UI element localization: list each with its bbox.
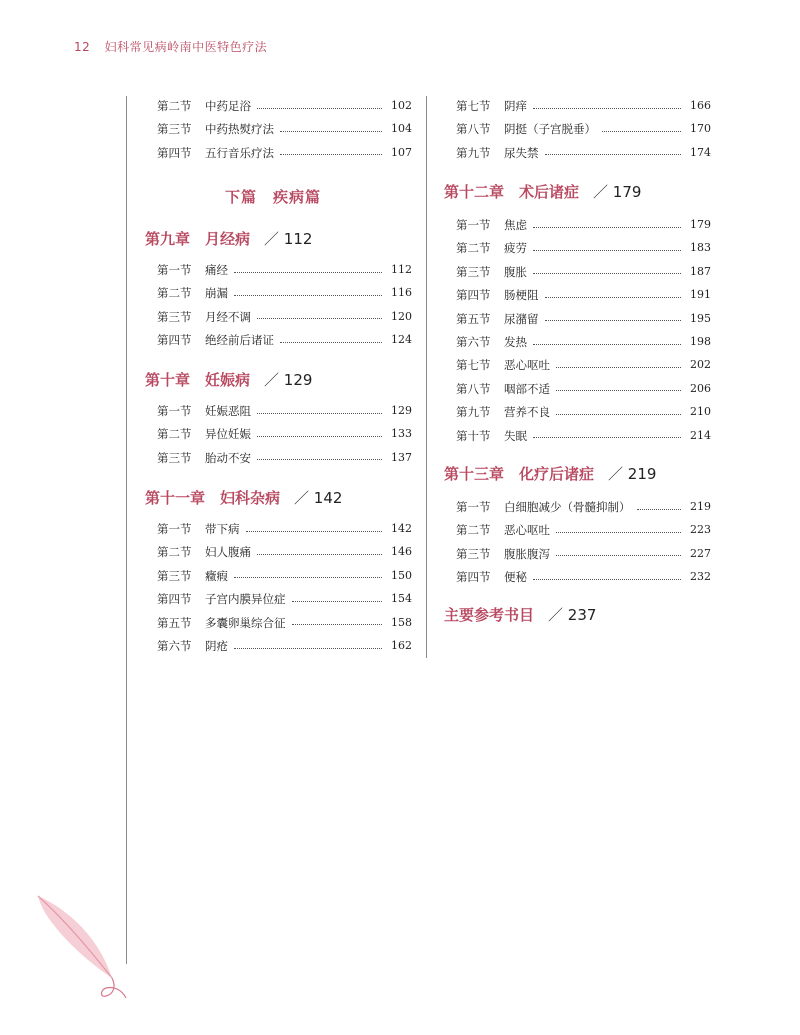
leader-dots bbox=[257, 413, 382, 414]
toc-entry bbox=[456, 309, 711, 329]
section-number: 第二节 bbox=[157, 99, 192, 113]
page-ref: 195 bbox=[690, 311, 711, 325]
toc-entry bbox=[456, 520, 711, 540]
leader-dots bbox=[556, 555, 681, 556]
page-ref: 210 bbox=[690, 405, 711, 419]
page-ref: 223 bbox=[690, 523, 711, 537]
section-number: 第三节 bbox=[456, 264, 491, 279]
section-number: 第十节 bbox=[456, 428, 491, 443]
page-ref: 174 bbox=[690, 145, 711, 159]
left-margin-rule bbox=[126, 96, 127, 964]
toc-right-column bbox=[444, 96, 711, 626]
leader-dots bbox=[556, 390, 681, 391]
section-title: 多囊卵巢综合征 bbox=[205, 615, 286, 630]
section-number: 第八节 bbox=[456, 122, 491, 137]
toc-entry bbox=[157, 519, 412, 539]
section-title: 子宫内膜异位症 bbox=[205, 592, 286, 607]
leader-dots bbox=[257, 459, 382, 460]
section-title: 白细胞减少（骨髓抑制） bbox=[504, 500, 631, 514]
section-number: 第四节 bbox=[157, 592, 192, 607]
section-title: 咽部不适 bbox=[504, 381, 550, 396]
page-ref: 187 bbox=[690, 264, 711, 278]
section-number: 第三节 bbox=[157, 309, 192, 324]
page-ref: 124 bbox=[391, 333, 412, 347]
page-ref: 183 bbox=[690, 241, 711, 255]
section-number: 第三节 bbox=[157, 568, 192, 583]
chapter-title: 第九章 月经病 bbox=[145, 230, 251, 248]
section-title: 便秘 bbox=[504, 570, 527, 585]
section-number: 第三节 bbox=[157, 122, 192, 137]
page-ref: 133 bbox=[391, 427, 412, 441]
toc-entry bbox=[157, 401, 412, 421]
toc-entry bbox=[157, 143, 412, 163]
page-ref: 146 bbox=[391, 545, 412, 559]
section-title: 发热 bbox=[504, 335, 527, 349]
page-ref: 129 bbox=[391, 404, 412, 417]
leader-dots bbox=[637, 509, 682, 510]
chapter-page: ／ 237 bbox=[548, 606, 597, 624]
chapter-heading bbox=[145, 369, 312, 390]
page-ref: 191 bbox=[690, 288, 711, 302]
section-number: 第五节 bbox=[456, 311, 491, 326]
toc-entry bbox=[157, 566, 412, 586]
toc-entry bbox=[456, 262, 711, 282]
section-title: 阴挺（子宫脱垂） bbox=[504, 122, 596, 137]
section-title: 中药足浴 bbox=[205, 99, 251, 113]
section-title: 五行音乐疗法 bbox=[205, 145, 274, 160]
section-title: 绝经前后诸证 bbox=[205, 333, 274, 348]
page-ref: 120 bbox=[391, 309, 412, 323]
page-ref: 179 bbox=[690, 218, 711, 231]
chapter-page: ／ 129 bbox=[264, 371, 313, 389]
chapter-page: ／ 142 bbox=[294, 489, 343, 507]
section-number: 第九节 bbox=[456, 145, 491, 160]
part-title: 下篇 疾病篇 bbox=[225, 188, 322, 206]
section-number: 第七节 bbox=[456, 99, 491, 113]
toc-entry bbox=[157, 424, 412, 444]
chapter-heading bbox=[444, 604, 596, 625]
section-title: 带下病 bbox=[205, 522, 240, 536]
section-number: 第四节 bbox=[456, 570, 491, 585]
leader-dots bbox=[533, 108, 681, 109]
leader-dots bbox=[280, 131, 382, 132]
toc-entry bbox=[456, 285, 711, 305]
section-title: 阴疮 bbox=[205, 639, 228, 653]
toc-entry bbox=[456, 567, 711, 587]
leader-dots bbox=[280, 154, 382, 155]
section-title: 痛经 bbox=[205, 263, 228, 277]
chapter-title: 第十章 妊娠病 bbox=[145, 371, 251, 389]
page-ref: 219 bbox=[690, 500, 711, 513]
section-title: 腹胀腹泻 bbox=[504, 546, 550, 561]
page-ref: 162 bbox=[391, 639, 412, 652]
chapter-page: ／ 179 bbox=[593, 183, 642, 201]
toc-entry bbox=[456, 544, 711, 564]
section-title: 疲劳 bbox=[504, 241, 527, 256]
section-number: 第四节 bbox=[456, 288, 491, 303]
section-title: 妊娠恶阻 bbox=[205, 404, 251, 418]
leader-dots bbox=[234, 648, 382, 649]
toc-entry bbox=[456, 497, 711, 517]
leader-dots bbox=[257, 108, 382, 109]
running-header bbox=[74, 38, 267, 55]
leader-dots bbox=[602, 131, 681, 132]
section-number: 第一节 bbox=[157, 522, 192, 536]
leader-dots bbox=[533, 579, 681, 580]
leader-dots bbox=[257, 318, 382, 319]
column-divider-rule bbox=[426, 96, 427, 658]
chapter-title: 第十三章 化疗后诸症 bbox=[444, 465, 595, 483]
section-number: 第六节 bbox=[157, 639, 192, 653]
leader-dots bbox=[556, 532, 681, 533]
page-ref: 206 bbox=[690, 381, 711, 395]
toc-entry bbox=[157, 636, 412, 656]
leader-dots bbox=[545, 297, 682, 298]
page-ref: 142 bbox=[391, 522, 412, 535]
leader-dots bbox=[533, 437, 681, 438]
page-number: 12 bbox=[74, 40, 91, 54]
page-ref: 137 bbox=[391, 450, 412, 464]
leader-dots bbox=[246, 531, 383, 532]
section-number: 第二节 bbox=[456, 523, 491, 538]
page-ref: 102 bbox=[391, 99, 412, 112]
leader-dots bbox=[533, 250, 681, 251]
section-number: 第一节 bbox=[456, 218, 491, 232]
section-title: 阴痒 bbox=[504, 99, 527, 113]
leader-dots bbox=[257, 436, 382, 437]
section-title: 焦虑 bbox=[504, 218, 527, 232]
page-ref: 154 bbox=[391, 592, 412, 606]
leader-dots bbox=[234, 272, 382, 273]
section-title: 癥瘕 bbox=[205, 568, 228, 583]
toc-entry bbox=[157, 448, 412, 468]
page-ref: 158 bbox=[391, 615, 412, 629]
page-ref: 227 bbox=[690, 546, 711, 560]
toc-entry bbox=[456, 402, 711, 422]
section-title: 中药热熨疗法 bbox=[205, 122, 274, 137]
toc-entry bbox=[456, 426, 711, 446]
section-number: 第三节 bbox=[157, 450, 192, 465]
section-title: 崩漏 bbox=[205, 286, 228, 301]
section-number: 第二节 bbox=[157, 427, 192, 442]
section-title: 恶心呕吐 bbox=[504, 358, 550, 373]
chapter-page: ／ 219 bbox=[608, 465, 657, 483]
section-number: 第二节 bbox=[157, 545, 192, 560]
toc-entry bbox=[157, 330, 412, 350]
section-title: 营养不良 bbox=[504, 405, 550, 420]
section-title: 失眠 bbox=[504, 428, 527, 443]
section-title: 恶心呕吐 bbox=[504, 523, 550, 538]
page-ref: 202 bbox=[690, 358, 711, 372]
toc-left-column bbox=[145, 96, 412, 666]
section-number: 第四节 bbox=[157, 333, 192, 348]
leader-dots bbox=[533, 273, 681, 274]
toc-entry bbox=[456, 379, 711, 399]
leader-dots bbox=[292, 624, 383, 625]
chapter-heading bbox=[444, 463, 656, 484]
chapter-title: 第十一章 妇科杂病 bbox=[145, 489, 281, 507]
toc-entry bbox=[157, 542, 412, 562]
page-ref: 232 bbox=[690, 570, 711, 584]
section-title: 胎动不安 bbox=[205, 450, 251, 465]
page-ref: 170 bbox=[690, 122, 711, 136]
leader-dots bbox=[234, 577, 382, 578]
section-number: 第六节 bbox=[456, 335, 491, 349]
section-number: 第四节 bbox=[157, 145, 192, 160]
chapter-title: 第十二章 术后诸症 bbox=[444, 183, 580, 201]
toc-entry bbox=[157, 283, 412, 303]
toc-entry bbox=[157, 260, 412, 280]
toc-entry bbox=[157, 307, 412, 327]
toc-entry bbox=[456, 143, 711, 163]
section-number: 第九节 bbox=[456, 405, 491, 420]
section-title: 尿失禁 bbox=[504, 145, 539, 160]
page-ref: 150 bbox=[391, 568, 412, 582]
toc-entry bbox=[456, 238, 711, 258]
toc-entry bbox=[456, 119, 711, 139]
feather-pen-icon bbox=[30, 890, 150, 1010]
leader-dots bbox=[533, 344, 681, 345]
leader-dots bbox=[533, 227, 681, 228]
page-ref: 166 bbox=[690, 99, 711, 112]
toc-entry bbox=[157, 613, 412, 633]
page-ref: 116 bbox=[391, 286, 412, 300]
section-title: 异位妊娠 bbox=[205, 427, 251, 442]
section-title: 腹胀 bbox=[504, 264, 527, 279]
section-number: 第一节 bbox=[157, 404, 192, 418]
section-title: 妇人腹痛 bbox=[205, 545, 251, 560]
section-number: 第七节 bbox=[456, 358, 491, 373]
leader-dots bbox=[292, 601, 383, 602]
leader-dots bbox=[280, 342, 382, 343]
leader-dots bbox=[257, 554, 382, 555]
toc-entry bbox=[456, 96, 711, 116]
toc-entry bbox=[157, 96, 412, 116]
page-ref: 112 bbox=[391, 263, 412, 276]
leader-dots bbox=[545, 320, 682, 321]
chapter-heading bbox=[145, 487, 342, 508]
section-number: 第五节 bbox=[157, 615, 192, 630]
section-number: 第二节 bbox=[157, 286, 192, 301]
page-ref: 198 bbox=[690, 335, 711, 348]
toc-entry bbox=[456, 215, 711, 235]
section-number: 第一节 bbox=[157, 263, 192, 277]
section-number: 第三节 bbox=[456, 546, 491, 561]
section-number: 第一节 bbox=[456, 500, 491, 514]
section-number: 第八节 bbox=[456, 381, 491, 396]
chapter-heading bbox=[145, 228, 312, 249]
leader-dots bbox=[556, 414, 681, 415]
section-number: 第二节 bbox=[456, 241, 491, 256]
leader-dots bbox=[545, 154, 682, 155]
page-ref: 214 bbox=[690, 428, 711, 442]
toc-entry bbox=[456, 355, 711, 375]
chapter-page: ／ 112 bbox=[264, 230, 313, 248]
toc-entry bbox=[157, 119, 412, 139]
page-ref: 107 bbox=[391, 145, 412, 159]
leader-dots bbox=[234, 295, 382, 296]
leader-dots bbox=[556, 367, 681, 368]
toc-entry bbox=[157, 589, 412, 609]
page-ref: 104 bbox=[391, 122, 412, 136]
chapter-heading bbox=[444, 181, 641, 202]
book-title: 妇科常见病岭南中医特色疗法 bbox=[104, 40, 268, 54]
section-title: 肠梗阻 bbox=[504, 288, 539, 303]
section-title: 月经不调 bbox=[205, 309, 251, 324]
chapter-title: 主要参考书目 bbox=[444, 606, 535, 624]
toc-entry bbox=[456, 332, 711, 352]
section-title: 尿潴留 bbox=[504, 311, 539, 326]
